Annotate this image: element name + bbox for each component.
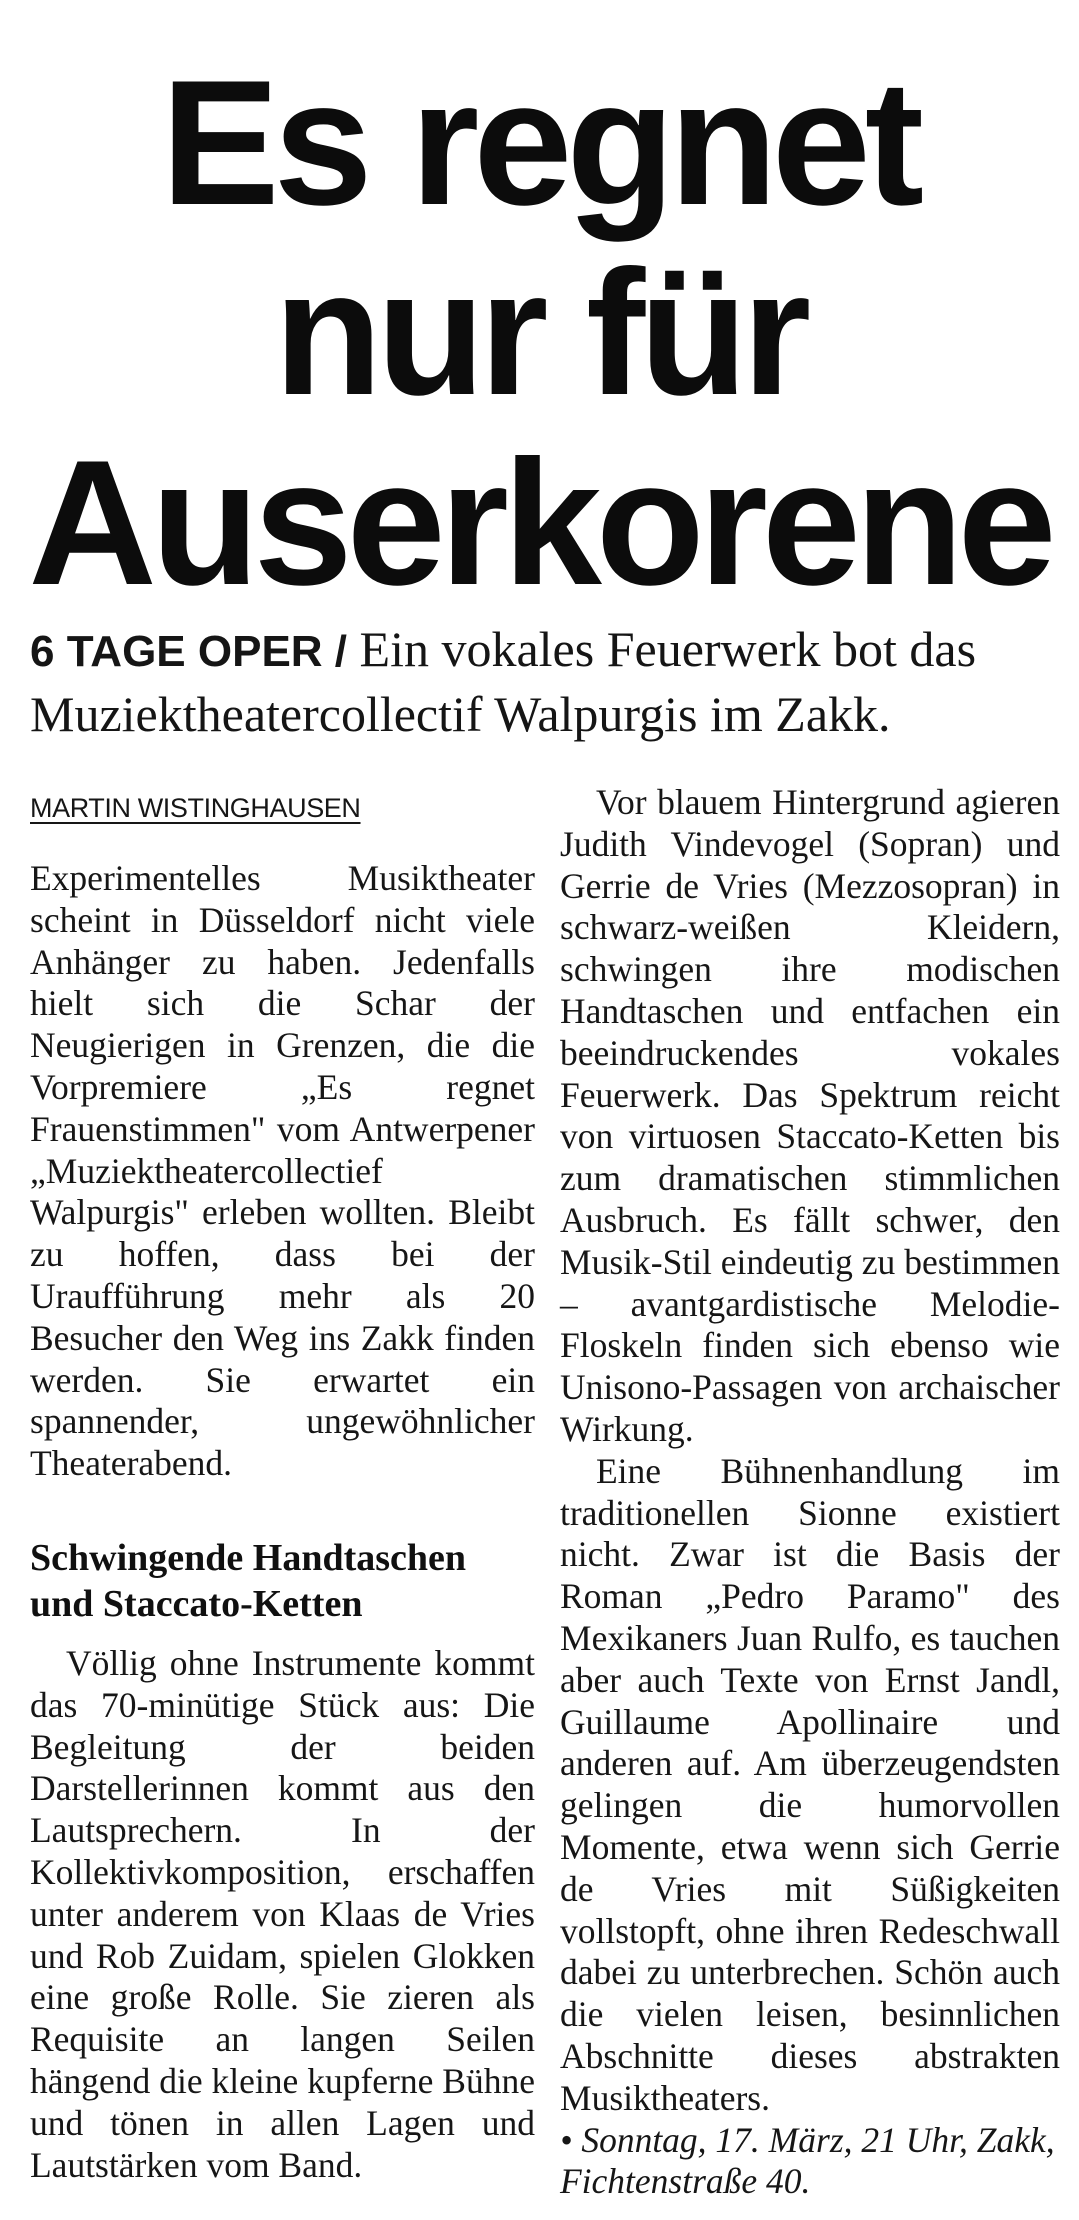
author-byline: MARTIN WISTINGHAUSEN bbox=[30, 793, 361, 823]
kicker: 6 TAGE OPER / bbox=[30, 627, 348, 676]
headline-line-1: Es regnet bbox=[160, 43, 919, 242]
subheadline bbox=[30, 618, 1060, 745]
event-info-text: Sonntag, 17. März, 21 Uhr, Zakk, Fichtenstraße 40. bbox=[560, 2119, 1055, 2202]
paragraph-plot: Eine Bühnenhandlung im traditionellen Sionne existiert nicht. Zwar ist die Basis der Roman „Pedro Paramo" des Mexikaners Juan Rulfo, es tauchen aber auch Texte von Ernst Jandl, Guillaume Apollinaire und anderen auf. Am überzeugendsten gelingen die humorvollen Momente, etwa wenn sich Gerrie de Vries mit Süßigkeiten vollstopft, ohne ihren Redeschwall dabei zu unterbrechen. Schön auch die vielen leisen, besinnlichen Abschnitte dieses abstrakten Musiktheaters. bbox=[560, 1450, 1060, 2118]
paragraph-intro: Experimentelles Musiktheater scheint in Düsseldorf nicht viele Anhänger zu haben. Jedenfalls hielt sich die Schar der Neugierigen in Grenzen, die die Vorpremiere „Es regnet Frauenstimmen" vom Antwerpener „Muziektheatercollectief Walpurgis" erleben wollten. Bleibt zu hoffen, dass bei der Uraufführung mehr als 20 Besucher den Weg ins Zakk finden werden. Sie erwartet ein spannender, ungewöhnlicher Theaterabend. bbox=[30, 858, 535, 1484]
headline-line-2: nur für bbox=[273, 233, 806, 432]
event-info bbox=[560, 2120, 1060, 2204]
paragraph-performance: Vor blauem Hintergrund agieren Judith Vindevogel (Sopran) und Gerrie de Vries (Mezzosopran) in schwarz-weißen Kleidern, schwingen ihre modischen Handtaschen und entfachen ein beeindruckendes vokales Feuerwerk. Das Spektrum reicht von virtuosen Staccato-Ketten bis zum dramatischen stimmlichen Ausbruch. Es fällt schwer, den Musik-Stil eindeutig zu bestimmen – avantgardistische Melodie-Floskeln finden sich ebenso wie Unisono-Passagen von archaischer Wirkung. bbox=[560, 782, 1060, 1449]
subheadline-text: Ein vokales Feuerwerk bot das Muziektheatercollectif Walpurgis im Zakk. bbox=[30, 621, 977, 742]
paragraph-instruments: Völlig ohne Instrumente kommt das 70-minütige Stück aus: Die Begleitung der beiden Darstellerinnen kommt aus den Lautsprechern. In der Kollektivkomposition, erschaffen unter anderem von Klaas de Vries und Rob Zuidam, spielen Glokken eine große Rolle. Sie zieren als Requisite an langen Seilen hängend die kleine kupferne Bühne und tönen in allen Lagen und Lautstärken vom Band. bbox=[30, 1642, 535, 2185]
section-heading: Schwingende Handtaschen und Staccato-Ketten bbox=[30, 1536, 467, 1625]
column-right bbox=[560, 782, 1060, 2203]
headline-line-3: Auserkorene bbox=[28, 423, 1051, 622]
headline bbox=[0, 43, 1079, 622]
column-left bbox=[30, 782, 535, 2186]
bullet-icon: • bbox=[560, 2119, 573, 2160]
